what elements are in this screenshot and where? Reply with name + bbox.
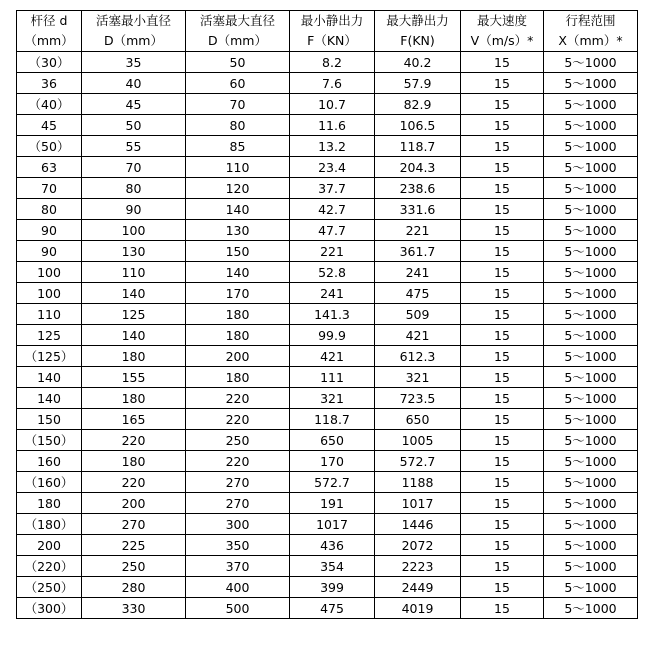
cell-min-static-force: 7.6	[290, 73, 375, 94]
cell-stroke-range: 5～1000	[544, 556, 638, 577]
cell-stroke-range: 5～1000	[544, 598, 638, 619]
header-piston-min-diameter: 活塞最小直径	[82, 11, 186, 32]
cell-max-speed: 15	[461, 115, 544, 136]
cell-max-static-force: 57.9	[375, 73, 461, 94]
cell-piston-max-diameter: 400	[186, 577, 290, 598]
cell-piston-min-diameter: 125	[82, 304, 186, 325]
table-row	[17, 220, 638, 241]
cell-max-speed: 15	[461, 472, 544, 493]
cell-max-speed: 15	[461, 283, 544, 304]
table-row	[17, 136, 638, 157]
table-row	[17, 451, 638, 472]
cell-piston-min-diameter: 180	[82, 451, 186, 472]
cell-max-speed: 15	[461, 325, 544, 346]
header-min-static-force: 最小静出力	[290, 11, 375, 32]
cell-max-speed: 15	[461, 178, 544, 199]
table-row	[17, 388, 638, 409]
cell-max-static-force: 509	[375, 304, 461, 325]
cell-rod-diameter: 90	[17, 220, 82, 241]
cell-rod-diameter: 36	[17, 73, 82, 94]
cell-min-static-force: 354	[290, 556, 375, 577]
header-row-2	[17, 31, 638, 52]
cell-max-static-force: 361.7	[375, 241, 461, 262]
cell-max-static-force: 1188	[375, 472, 461, 493]
table-row	[17, 409, 638, 430]
cell-piston-max-diameter: 350	[186, 535, 290, 556]
cell-piston-min-diameter: 40	[82, 73, 186, 94]
cell-min-static-force: 572.7	[290, 472, 375, 493]
cell-min-static-force: 13.2	[290, 136, 375, 157]
cell-max-static-force: 1017	[375, 493, 461, 514]
cell-piston-min-diameter: 140	[82, 283, 186, 304]
cell-stroke-range: 5～1000	[544, 304, 638, 325]
cell-rod-diameter: 125	[17, 325, 82, 346]
cell-max-static-force: 2223	[375, 556, 461, 577]
cell-max-speed: 15	[461, 514, 544, 535]
cell-max-speed: 15	[461, 577, 544, 598]
cell-piston-min-diameter: 50	[82, 115, 186, 136]
cell-max-static-force: 421	[375, 325, 461, 346]
cell-min-static-force: 10.7	[290, 94, 375, 115]
cell-max-speed: 15	[461, 220, 544, 241]
table-row	[17, 556, 638, 577]
table-row	[17, 262, 638, 283]
cell-stroke-range: 5～1000	[544, 472, 638, 493]
table-row	[17, 157, 638, 178]
cell-stroke-range: 5～1000	[544, 388, 638, 409]
cell-stroke-range: 5～1000	[544, 514, 638, 535]
cell-stroke-range: 5～1000	[544, 220, 638, 241]
table-row	[17, 577, 638, 598]
table-row	[17, 94, 638, 115]
cell-piston-max-diameter: 60	[186, 73, 290, 94]
header-row-1	[17, 11, 638, 32]
cell-min-static-force: 37.7	[290, 178, 375, 199]
header-max-static-force: 最大静出力	[375, 11, 461, 32]
cell-max-speed: 15	[461, 304, 544, 325]
cell-min-static-force: 99.9	[290, 325, 375, 346]
cell-piston-max-diameter: 220	[186, 451, 290, 472]
cell-max-static-force: 723.5	[375, 388, 461, 409]
cell-rod-diameter: （160）	[17, 472, 82, 493]
cell-max-static-force: 2072	[375, 535, 461, 556]
cell-rod-diameter: 200	[17, 535, 82, 556]
cell-min-static-force: 111	[290, 367, 375, 388]
cell-piston-min-diameter: 180	[82, 388, 186, 409]
cell-piston-min-diameter: 220	[82, 430, 186, 451]
cell-stroke-range: 5～1000	[544, 157, 638, 178]
cell-max-static-force: 1446	[375, 514, 461, 535]
cell-min-static-force: 42.7	[290, 199, 375, 220]
cell-piston-max-diameter: 110	[186, 157, 290, 178]
cell-piston-max-diameter: 180	[186, 325, 290, 346]
cell-max-speed: 15	[461, 157, 544, 178]
cell-max-speed: 15	[461, 598, 544, 619]
cell-max-static-force: 241	[375, 262, 461, 283]
cell-piston-min-diameter: 140	[82, 325, 186, 346]
table-body	[17, 52, 638, 619]
cell-piston-min-diameter: 110	[82, 262, 186, 283]
cell-piston-max-diameter: 200	[186, 346, 290, 367]
cell-stroke-range: 5～1000	[544, 52, 638, 73]
cell-piston-max-diameter: 250	[186, 430, 290, 451]
cell-min-static-force: 241	[290, 283, 375, 304]
cell-piston-max-diameter: 180	[186, 367, 290, 388]
cell-piston-max-diameter: 220	[186, 388, 290, 409]
cell-rod-diameter: 100	[17, 262, 82, 283]
table-row	[17, 73, 638, 94]
cell-min-static-force: 475	[290, 598, 375, 619]
cell-max-speed: 15	[461, 556, 544, 577]
cell-rod-diameter: （125）	[17, 346, 82, 367]
cell-stroke-range: 5～1000	[544, 262, 638, 283]
cell-rod-diameter: 100	[17, 283, 82, 304]
cell-stroke-range: 5～1000	[544, 178, 638, 199]
header-stroke-range-unit: X（mm）*	[544, 31, 638, 52]
cell-stroke-range: 5～1000	[544, 430, 638, 451]
cell-rod-diameter: （300）	[17, 598, 82, 619]
cell-piston-max-diameter: 150	[186, 241, 290, 262]
cell-max-speed: 15	[461, 199, 544, 220]
table-row	[17, 178, 638, 199]
cell-max-static-force: 238.6	[375, 178, 461, 199]
cell-piston-max-diameter: 270	[186, 472, 290, 493]
table-row	[17, 325, 638, 346]
table-row	[17, 367, 638, 388]
cell-rod-diameter: （220）	[17, 556, 82, 577]
cell-max-static-force: 650	[375, 409, 461, 430]
cell-min-static-force: 399	[290, 577, 375, 598]
cell-piston-min-diameter: 180	[82, 346, 186, 367]
cell-piston-max-diameter: 270	[186, 493, 290, 514]
cell-stroke-range: 5～1000	[544, 115, 638, 136]
table-row	[17, 514, 638, 535]
table-row	[17, 52, 638, 73]
cell-max-static-force: 4019	[375, 598, 461, 619]
table-row	[17, 241, 638, 262]
cell-rod-diameter: （50）	[17, 136, 82, 157]
cell-max-speed: 15	[461, 262, 544, 283]
cell-piston-max-diameter: 500	[186, 598, 290, 619]
cell-min-static-force: 321	[290, 388, 375, 409]
cell-rod-diameter: 180	[17, 493, 82, 514]
cell-max-speed: 15	[461, 535, 544, 556]
cell-max-static-force: 1005	[375, 430, 461, 451]
cell-stroke-range: 5～1000	[544, 535, 638, 556]
cell-min-static-force: 52.8	[290, 262, 375, 283]
cell-max-static-force: 475	[375, 283, 461, 304]
cell-rod-diameter: 110	[17, 304, 82, 325]
cell-piston-max-diameter: 180	[186, 304, 290, 325]
table-row	[17, 115, 638, 136]
cell-piston-min-diameter: 35	[82, 52, 186, 73]
table-row	[17, 535, 638, 556]
cell-piston-min-diameter: 130	[82, 241, 186, 262]
cell-max-speed: 15	[461, 94, 544, 115]
cell-piston-min-diameter: 70	[82, 157, 186, 178]
cell-stroke-range: 5～1000	[544, 73, 638, 94]
header-max-static-force-unit: F(KN)	[375, 31, 461, 52]
cell-min-static-force: 118.7	[290, 409, 375, 430]
cell-max-static-force: 331.6	[375, 199, 461, 220]
cell-max-speed: 15	[461, 346, 544, 367]
cell-max-speed: 15	[461, 451, 544, 472]
cell-piston-max-diameter: 140	[186, 199, 290, 220]
header-min-static-force-unit: F（KN）	[290, 31, 375, 52]
cell-piston-min-diameter: 330	[82, 598, 186, 619]
cell-stroke-range: 5～1000	[544, 136, 638, 157]
cell-max-static-force: 612.3	[375, 346, 461, 367]
table-row	[17, 598, 638, 619]
header-piston-max-diameter-unit: D（mm）	[186, 31, 290, 52]
cell-stroke-range: 5～1000	[544, 493, 638, 514]
table-row	[17, 493, 638, 514]
cell-min-static-force: 11.6	[290, 115, 375, 136]
cell-rod-diameter: 63	[17, 157, 82, 178]
header-stroke-range: 行程范围	[544, 11, 638, 32]
cell-piston-max-diameter: 120	[186, 178, 290, 199]
table-header	[17, 11, 638, 52]
cell-stroke-range: 5～1000	[544, 94, 638, 115]
cell-stroke-range: 5～1000	[544, 283, 638, 304]
cell-min-static-force: 141.3	[290, 304, 375, 325]
cell-piston-min-diameter: 220	[82, 472, 186, 493]
cell-rod-diameter: 70	[17, 178, 82, 199]
cell-min-static-force: 1017	[290, 514, 375, 535]
cell-piston-max-diameter: 50	[186, 52, 290, 73]
cell-max-speed: 15	[461, 73, 544, 94]
table-row	[17, 199, 638, 220]
header-max-speed: 最大速度	[461, 11, 544, 32]
cell-piston-min-diameter: 155	[82, 367, 186, 388]
cell-stroke-range: 5～1000	[544, 325, 638, 346]
cell-min-static-force: 47.7	[290, 220, 375, 241]
cell-min-static-force: 170	[290, 451, 375, 472]
cell-piston-max-diameter: 85	[186, 136, 290, 157]
cylinder-spec-table	[16, 10, 638, 619]
cell-rod-diameter: 150	[17, 409, 82, 430]
cell-piston-min-diameter: 200	[82, 493, 186, 514]
cell-rod-diameter: 140	[17, 388, 82, 409]
cell-max-speed: 15	[461, 409, 544, 430]
cell-piston-max-diameter: 80	[186, 115, 290, 136]
cell-piston-max-diameter: 140	[186, 262, 290, 283]
cell-piston-min-diameter: 250	[82, 556, 186, 577]
cell-piston-min-diameter: 165	[82, 409, 186, 430]
header-rod-diameter-unit: （mm）	[17, 31, 82, 52]
cell-piston-min-diameter: 80	[82, 178, 186, 199]
cell-rod-diameter: （30）	[17, 52, 82, 73]
cell-rod-diameter: （250）	[17, 577, 82, 598]
cell-min-static-force: 221	[290, 241, 375, 262]
cell-max-static-force: 321	[375, 367, 461, 388]
cell-min-static-force: 650	[290, 430, 375, 451]
cell-max-static-force: 40.2	[375, 52, 461, 73]
cell-max-speed: 15	[461, 52, 544, 73]
cell-rod-diameter: （150）	[17, 430, 82, 451]
cell-stroke-range: 5～1000	[544, 577, 638, 598]
cell-rod-diameter: 90	[17, 241, 82, 262]
cell-piston-max-diameter: 300	[186, 514, 290, 535]
cell-piston-min-diameter: 90	[82, 199, 186, 220]
cell-max-speed: 15	[461, 388, 544, 409]
cell-max-speed: 15	[461, 493, 544, 514]
table-row	[17, 472, 638, 493]
cell-max-static-force: 221	[375, 220, 461, 241]
header-max-speed-unit: V（m/s）*	[461, 31, 544, 52]
cell-max-static-force: 106.5	[375, 115, 461, 136]
cell-min-static-force: 436	[290, 535, 375, 556]
cell-stroke-range: 5～1000	[544, 367, 638, 388]
cell-piston-min-diameter: 225	[82, 535, 186, 556]
cell-max-speed: 15	[461, 241, 544, 262]
table-row	[17, 304, 638, 325]
cell-max-static-force: 82.9	[375, 94, 461, 115]
cell-piston-max-diameter: 170	[186, 283, 290, 304]
header-rod-diameter: 杆径 d	[17, 11, 82, 32]
cell-piston-min-diameter: 270	[82, 514, 186, 535]
cell-min-static-force: 8.2	[290, 52, 375, 73]
cell-stroke-range: 5～1000	[544, 409, 638, 430]
cell-rod-diameter: （180）	[17, 514, 82, 535]
cell-max-static-force: 572.7	[375, 451, 461, 472]
cell-stroke-range: 5～1000	[544, 199, 638, 220]
cell-piston-min-diameter: 45	[82, 94, 186, 115]
cell-max-speed: 15	[461, 430, 544, 451]
cell-max-static-force: 118.7	[375, 136, 461, 157]
cell-piston-max-diameter: 70	[186, 94, 290, 115]
cell-max-static-force: 2449	[375, 577, 461, 598]
cell-piston-max-diameter: 130	[186, 220, 290, 241]
cell-stroke-range: 5～1000	[544, 451, 638, 472]
cell-piston-max-diameter: 370	[186, 556, 290, 577]
cell-stroke-range: 5～1000	[544, 241, 638, 262]
cell-rod-diameter: 160	[17, 451, 82, 472]
cell-piston-min-diameter: 100	[82, 220, 186, 241]
cell-piston-max-diameter: 220	[186, 409, 290, 430]
cell-min-static-force: 421	[290, 346, 375, 367]
cell-rod-diameter: 140	[17, 367, 82, 388]
cell-max-speed: 15	[461, 136, 544, 157]
cell-rod-diameter: 45	[17, 115, 82, 136]
cell-max-static-force: 204.3	[375, 157, 461, 178]
cell-min-static-force: 23.4	[290, 157, 375, 178]
cell-rod-diameter: 80	[17, 199, 82, 220]
cell-piston-min-diameter: 55	[82, 136, 186, 157]
cell-max-speed: 15	[461, 367, 544, 388]
header-piston-min-diameter-unit: D（mm）	[82, 31, 186, 52]
cell-piston-min-diameter: 280	[82, 577, 186, 598]
table-row	[17, 430, 638, 451]
table-row	[17, 283, 638, 304]
table-row	[17, 346, 638, 367]
header-piston-max-diameter: 活塞最大直径	[186, 11, 290, 32]
cell-stroke-range: 5～1000	[544, 346, 638, 367]
cell-min-static-force: 191	[290, 493, 375, 514]
cell-rod-diameter: （40）	[17, 94, 82, 115]
